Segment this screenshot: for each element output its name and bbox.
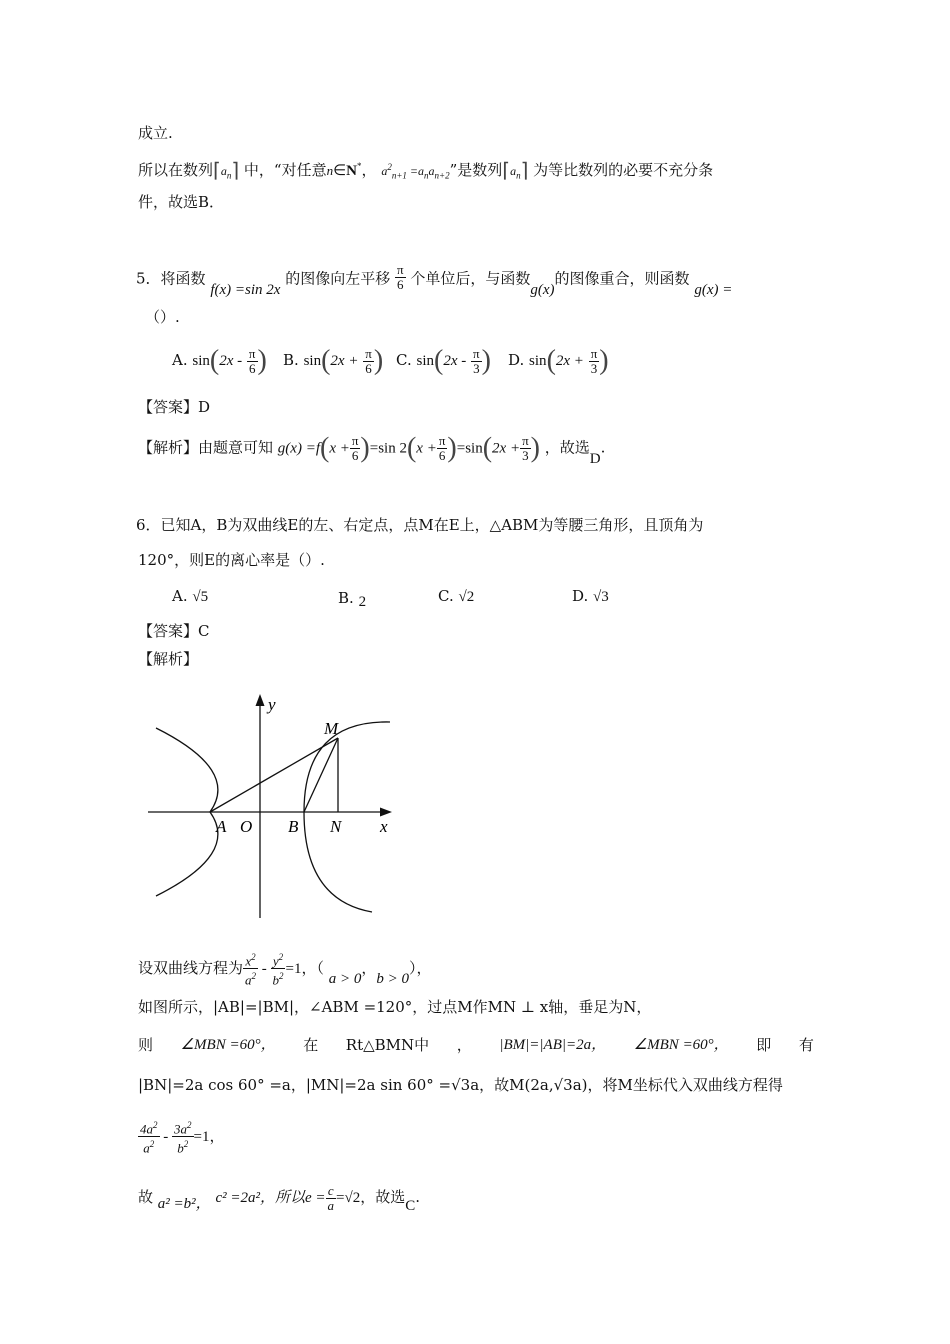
text-span: 个单位后，与函数 bbox=[410, 269, 531, 288]
text-span: 设双曲线方程为 bbox=[138, 958, 244, 977]
label-n: N bbox=[330, 817, 342, 836]
option-c: C. sin(2x - $\frac{\pi}{3}$ ) bbox=[396, 345, 491, 376]
text-span: 在 bbox=[303, 1036, 319, 1054]
text-span: =1，（ bbox=[285, 960, 324, 977]
option-label: C. bbox=[396, 351, 412, 369]
question-6-stem-1: 6．已知A，B为双曲线E的左、右定点，点M在E上，△ABM为等腰三角形，且顶角为 bbox=[136, 516, 704, 534]
question-6-stem-2: 120°，则E的离心率是（）. bbox=[138, 551, 325, 569]
label-o: O bbox=[240, 817, 253, 836]
option-a bbox=[172, 587, 208, 606]
question-5-blank: （）. bbox=[145, 308, 180, 326]
text-line: 成立. bbox=[138, 124, 173, 142]
text-span: 的图像重合，则函数 bbox=[554, 269, 690, 288]
text-span: 即 bbox=[756, 1036, 772, 1054]
text-span: e = bbox=[304, 1190, 326, 1206]
label-a: A bbox=[216, 817, 227, 836]
label-y: y bbox=[268, 695, 276, 714]
text-span: ”是数列 bbox=[449, 161, 503, 179]
solution-line-1: 设双曲线方程为 $\frac{x^2}{a^2}$ - $\frac{y^2}{b^2}$ =1，（ a > 0，b > 0）， bbox=[138, 952, 432, 988]
solution-line-5: $\frac{4a^2}{a^2}$ - $\frac{3a^2}{b^2}$ =1， bbox=[140, 1120, 225, 1156]
option-d bbox=[572, 587, 609, 606]
option-label: B. bbox=[338, 589, 354, 607]
solution-line-2: 如图所示，|AB|=|BM|，∠ABM =120°，过点M作MN ⊥ x轴，垂足为N， bbox=[138, 998, 652, 1016]
text-span: ， bbox=[361, 161, 377, 179]
option-label: C. bbox=[438, 587, 454, 605]
hyperbola-figure bbox=[140, 690, 400, 920]
text-span: ，故选 bbox=[544, 438, 590, 457]
y-axis-arrow bbox=[256, 694, 265, 706]
text-span: ， bbox=[361, 958, 377, 977]
option-label: A. bbox=[172, 587, 188, 605]
text-span: c² =2a²，所以 bbox=[215, 1190, 305, 1206]
text-span: a² =b²， bbox=[157, 1196, 211, 1212]
text-span: D bbox=[589, 450, 601, 467]
text-span: ∠MBN =60°， bbox=[180, 1037, 276, 1053]
text-span: =√2，故选 bbox=[336, 1190, 406, 1206]
option-value: √5 bbox=[192, 589, 209, 605]
text-span: ∠MBN =60°， bbox=[633, 1037, 729, 1053]
option-b bbox=[338, 589, 366, 608]
option-d: D. sin(2x + $\frac{\pi}{3}$ ) bbox=[508, 345, 609, 376]
text-span: 故 bbox=[138, 1188, 154, 1206]
text-span: . bbox=[600, 438, 606, 457]
text-span: Rt△BMN中 bbox=[345, 1036, 430, 1054]
option-label: B. bbox=[283, 351, 299, 369]
label-x: x bbox=[380, 817, 388, 836]
option-value: √2 bbox=[458, 589, 475, 605]
text-span: b > 0 bbox=[376, 970, 410, 987]
text-span: 5．将函数 bbox=[136, 269, 206, 288]
text-span: 的图像向左平移 bbox=[285, 269, 391, 288]
analysis-6-label: 【解析】 bbox=[138, 650, 199, 668]
text-line: 件，故选B． bbox=[138, 193, 225, 211]
question-5-stem: 5．将函数 f(x) =sin 2x 的图像向左平移 $\frac{\pi}{6}$ 个单位后，与函数g(x)的图像重合，则函数 g(x) = bbox=[136, 262, 733, 298]
option-label: D. bbox=[572, 587, 589, 605]
option-label: A. bbox=[172, 351, 188, 369]
text-span: ）， bbox=[409, 958, 432, 977]
x-axis-arrow bbox=[380, 808, 392, 817]
text-span: 有 bbox=[798, 1036, 814, 1054]
math-gx2: g(x) = bbox=[694, 281, 733, 298]
option-b: B. sin(2x + $\frac{\pi}{6}$ ) bbox=[283, 345, 384, 376]
option-value: 2 bbox=[358, 594, 367, 610]
text-span: ， bbox=[456, 1036, 472, 1054]
text-span: =1， bbox=[193, 1128, 225, 1145]
text-span: 所以在数列 bbox=[138, 161, 214, 179]
text-line: 所以在数列$⌈a_n⌉$ 中，“对任意n∈N*， $a^2_{n+1} =a_na_{n+2}$”是数列$⌈a_n⌉$ 为等比数列的必要不充分条 bbox=[138, 160, 714, 182]
text-span: 为等比数列的必要不充分条 bbox=[533, 161, 714, 179]
option-label: D. bbox=[508, 351, 525, 369]
solution-line-4: |BN|=2a cos 60° =a，|MN|=2a sin 60° =√3a，故M(2a,√3a)，将M坐标代入双曲线方程得 bbox=[138, 1076, 783, 1094]
answer-5: 【答案】D bbox=[138, 398, 211, 416]
math-gx: g(x) bbox=[530, 281, 555, 298]
text-span: |BM|=|AB|=2a， bbox=[499, 1037, 607, 1053]
option-value: √3 bbox=[593, 589, 609, 605]
text-span: . bbox=[415, 1188, 421, 1206]
label-b: B bbox=[288, 817, 299, 836]
text-span: 【解析】由题意可知 bbox=[138, 438, 274, 457]
answer-6: 【答案】C bbox=[138, 622, 210, 640]
text-span: C bbox=[405, 1198, 416, 1214]
option-a: A. sin(2x - $\frac{\pi}{6}$ ) bbox=[172, 345, 267, 376]
math-fx: f(x) =sin 2x bbox=[210, 281, 281, 298]
segment-am bbox=[210, 738, 338, 812]
label-m: M bbox=[324, 719, 339, 738]
text-span: 则 bbox=[138, 1036, 154, 1054]
solution-line-3 bbox=[138, 1035, 814, 1055]
solution-line-6: 故 a² =b²， c² =2a²，所以e = $\frac{c}{a}$ =√2，故选C. bbox=[138, 1182, 421, 1214]
text-span: 中，“对任意 bbox=[243, 161, 327, 179]
analysis-5: 【解析】由题意可知 g(x) =f(x + $\frac{\pi}{6}$ )=sin 2(x + $\frac{\pi}{6}$ )=sin(2x + $\frac{\pi}{3}$ ) ，故选D. bbox=[138, 432, 606, 467]
text-span: a > 0 bbox=[328, 970, 362, 987]
option-c bbox=[438, 587, 474, 606]
